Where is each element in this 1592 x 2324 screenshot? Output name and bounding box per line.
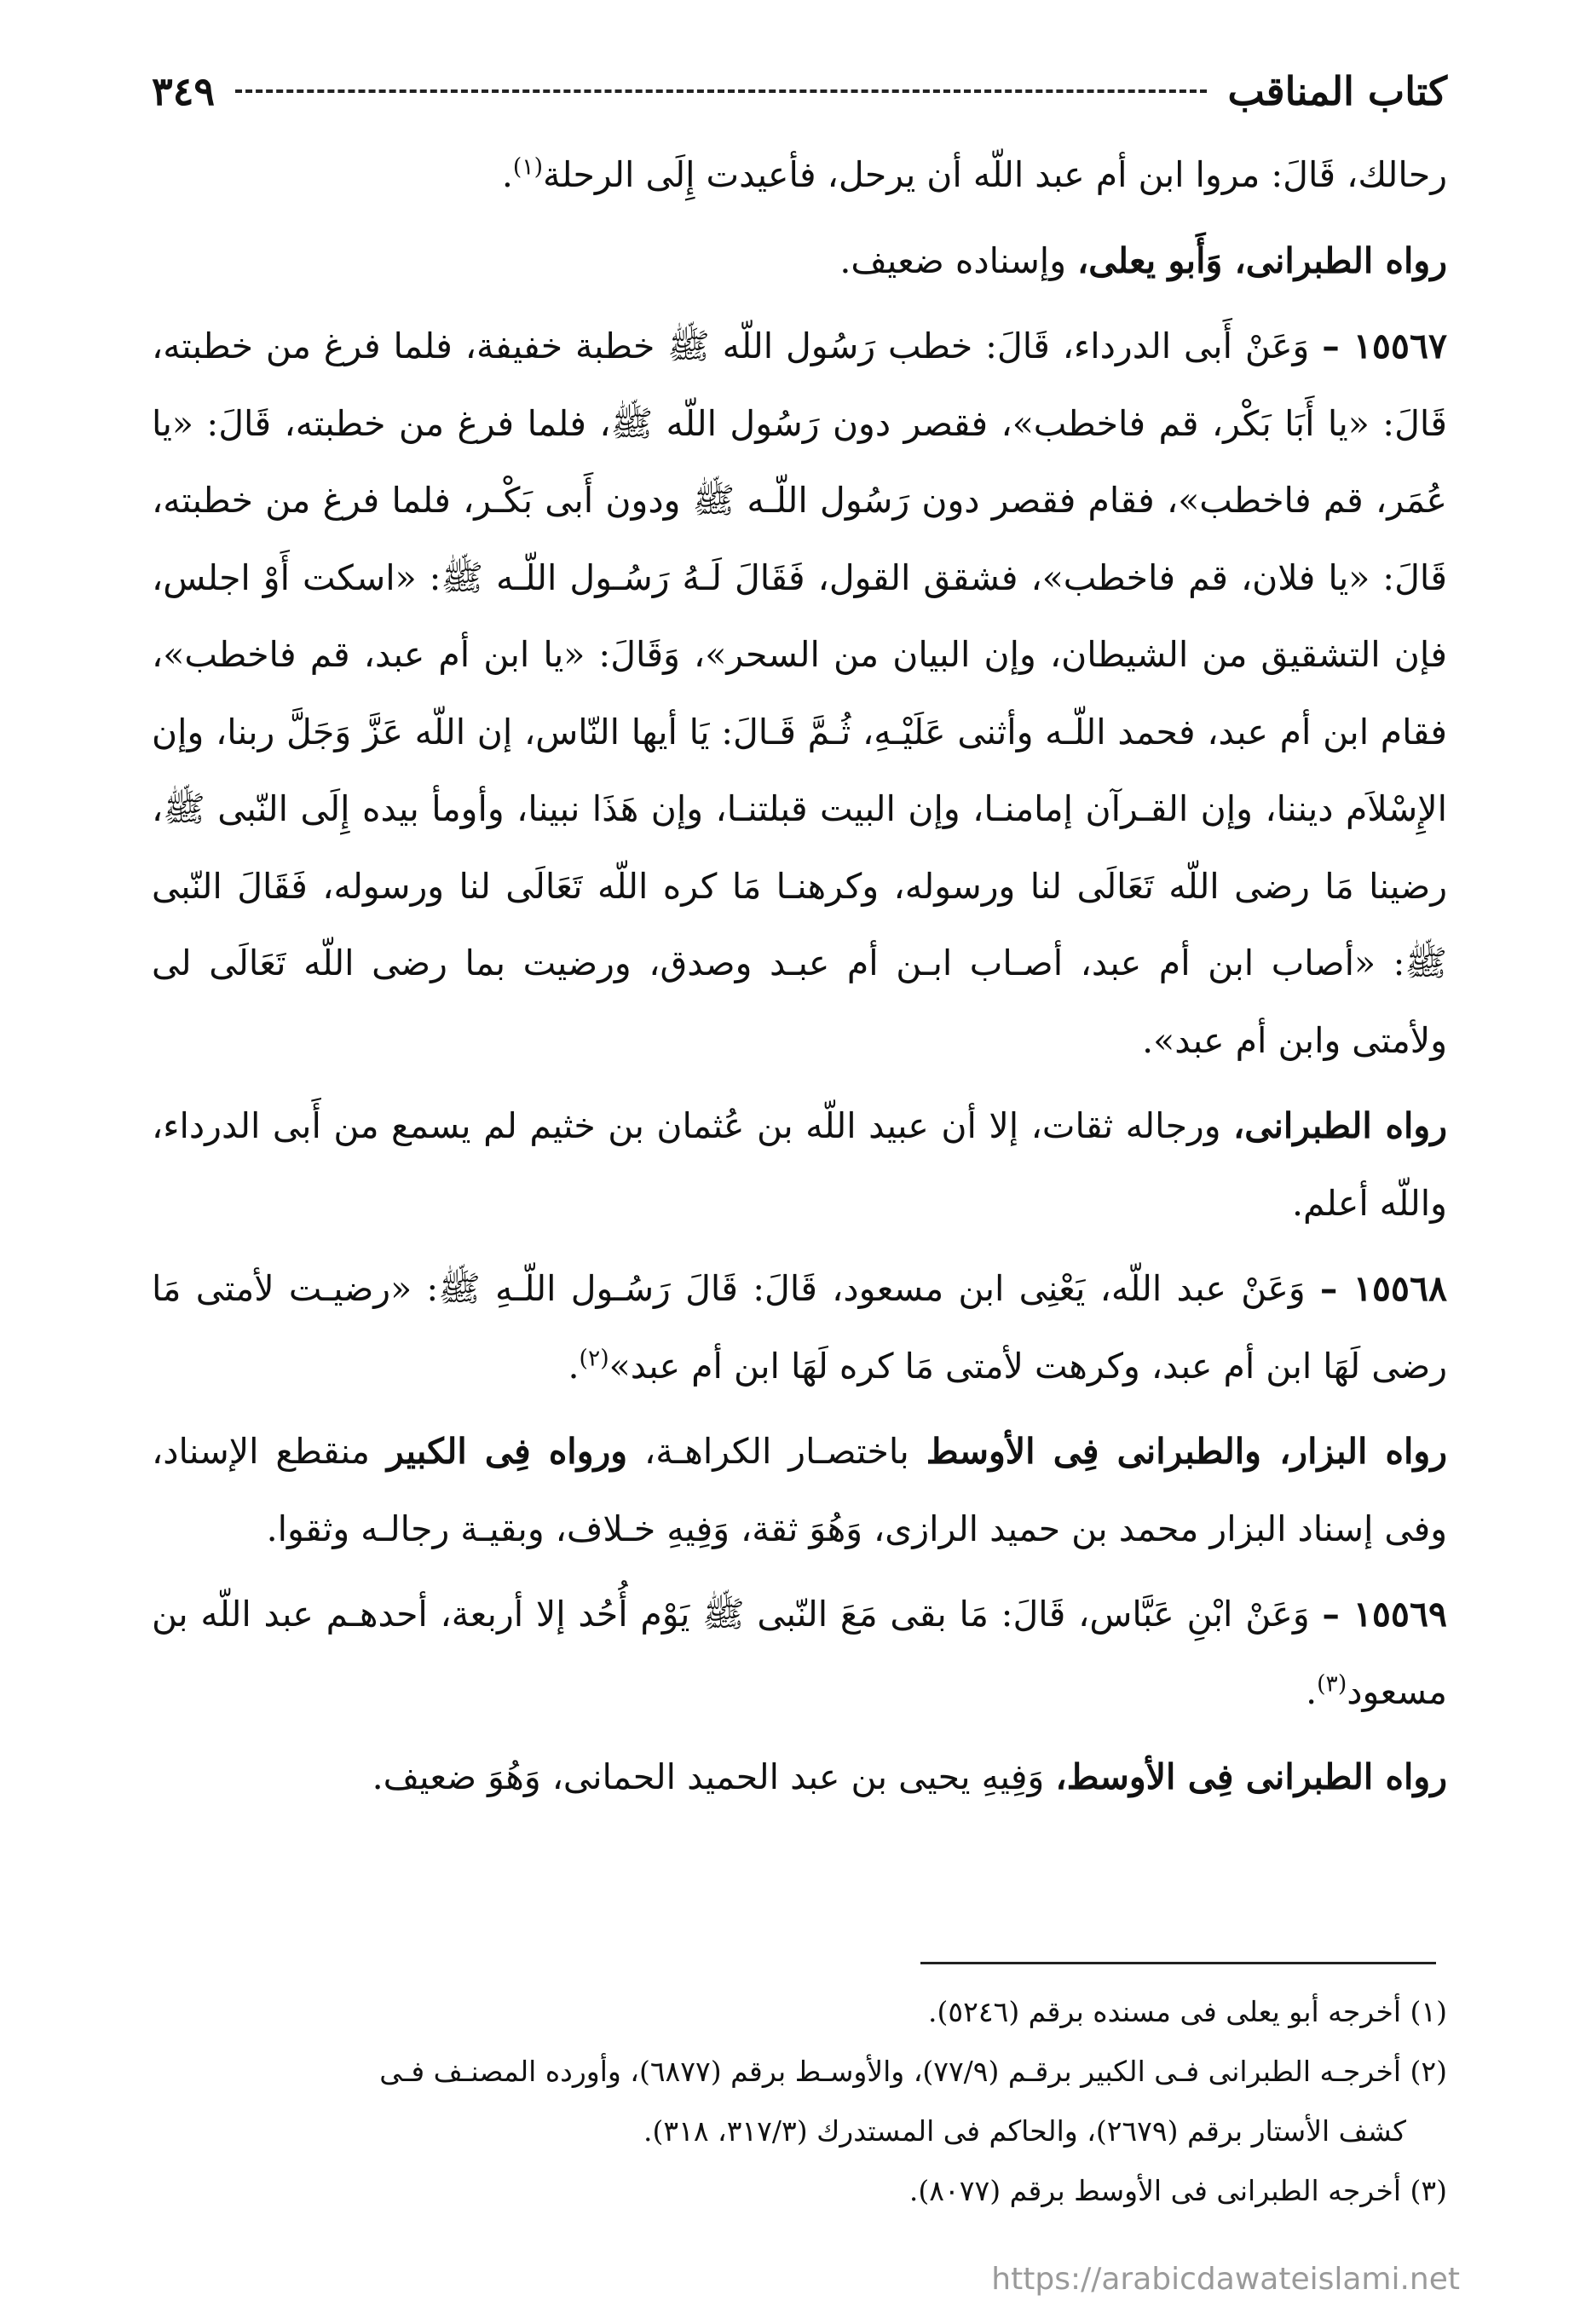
hadith-number: ١٥٥٦٧ – [1322, 326, 1447, 366]
header-dashed-rule [235, 89, 1207, 93]
paragraph-continuation: رحالك، قَالَ: مروا ابن أم عبد اللّه أن يرحل، فأعيدت إِلَى الرحلة$^{(١)}$. [501, 153, 1447, 195]
source-attribution: رواه البزار، والطبرانى فِى الأوسط [926, 1431, 1447, 1472]
footnote-ref[interactable]: (٢) [579, 1344, 609, 1371]
footnote-ref[interactable]: (١) [512, 153, 543, 181]
main-text [152, 136, 1447, 1816]
hadith-number: ١٥٥٦٨ – [1319, 1268, 1447, 1309]
footnotes [152, 1982, 1447, 2221]
page-header [152, 61, 1447, 121]
footnote-2-continuation: كشف الأستار برقم (٢٦٧٩)، والحاكم فى المستدرك (٣١٧/٣، ٣١٨). [643, 2114, 1406, 2148]
hadith-number: ١٥٥٦٩ – [1322, 1594, 1447, 1635]
page-number: ٣٤٩ [152, 68, 216, 114]
footnote-3: (٣) أخرجه الطبرانى فى الأوسط برقم (٨٠٧٧). [908, 2174, 1447, 2207]
source-attribution: رواه الطبرانى فِى الأوسط، [1055, 1756, 1447, 1797]
footnote-separator [920, 1962, 1436, 1964]
watermark-url: https://arabicdawateislami.net [991, 2262, 1460, 2297]
footnote-2: (٢) أخرجـه الطبرانى فـى الكبير برقـم (٧٧/٩)، والأوسـط برقم (٦٨٧٧)، وأورده المصنـف فـى [379, 2055, 1447, 2088]
takhrij-note: رواه الطبرانى، وَأَبو يعلى، وإسناده ضعيف. [839, 239, 1447, 281]
footnote-ref[interactable]: (٣) [1317, 1669, 1347, 1697]
hadith-15568: ١٥٥٦٨ – وَعَنْ عبد اللّه، يَعْنِى ابن مسعود، قَالَ: قَالَ رَسُـول اللّـهِ ﷺ: «رضيـت لأمتى مَا رضى لَهَا ابن أم عبد، وكرهت لأمتى مَا كره لَهَا ابن أم عبد»$^{(٢)}$. [152, 1268, 1447, 1387]
takhrij-note: رواه الطبرانى فِى الأوسط، وَفِيهِ يحيى بن عبد الحميد الحمانى، وَهُوَ ضعيف. [372, 1756, 1447, 1797]
footnote-marker: (٣) [1410, 2174, 1447, 2207]
source-attribution-2: ورواه فِى الكبير [386, 1431, 628, 1472]
chapter-title: كتاب المناقب [1227, 68, 1447, 114]
takhrij-note: رواه الطبرانى، ورجاله ثقات، إلا أن عبيد اللّه بن عُثمان بن خثيم لم يسمع من أَبى الدرداء، واللّه أعلم. [152, 1105, 1447, 1224]
source-attribution: رواه الطبرانى، وَأَبو يعلى، [1077, 239, 1447, 281]
takhrij-note: رواه البزار، والطبرانى فِى الأوسط باختصـار الكراهـة، ورواه فِى الكبير منقطع الإسناد، وفى إسناد البزار محمد بن حميد الرازى، وَهُوَ ثقة، وَفِيهِ خـلاف، وبقيـة رجالـه وثقوا. [152, 1431, 1447, 1549]
footnote-marker: (١) [1410, 1995, 1447, 2028]
hadith-15567: ١٥٥٦٧ – وَعَنْ أَبى الدرداء، قَالَ: خطب رَسُول اللّه ﷺ خطبة خفيفة، فلما فرغ من خطبته، قَالَ: «يا أَبَا بَكْر، قم فاخطب»، فقصر دون رَسُول اللّه ﷺ، فلما فرغ من خطبته، قَالَ: «يا عُمَر، قم فاخطب»، فقام فقصر دون رَسُول اللّـه ﷺ ودون أَبى بَكْـر، فلما فرغ من خطبته، قَالَ: «يا فلان، قم فاخطب»، فشقق القول، فَقَالَ لَـهُ رَسُـول اللّـه ﷺ: «اسكت أَوْ اجلس، فإن التشقيق من الشيطان، وإن البيان من السحر»، وَقَالَ: «يا ابن أم عبد، قم فاخطب»، فقام ابن أم عبد، فحمد اللّـه وأثنى عَلَيْـهِ، ثُـمَّ قَـالَ: يَا أيها النّاس، إن اللّه عَزَّ وَجَلَّ ربنا، وإن الإِسْلاَم ديننا، وإن القـرآن إمامنـا، وإن البيت قبلتنـا، وإن هَذَا نبينا، وأومأ بيده إِلَى النّبى ﷺ، رضينا مَا رضى اللّه تَعَالَى لنا ورسوله، وكرهنـا مَا كره اللّه تَعَالَى لنا ورسوله، فَقَالَ النّبى ﷺ: «أصاب ابن أم عبد، أصـاب ابـن أم عبـد وصدق، ورضيت بما رضى اللّه تَعَالَى لى ولأمتى وابن أم عبد». [152, 326, 1447, 1061]
footnote-marker: (٢) [1410, 2055, 1447, 2088]
source-attribution: رواه الطبرانى، [1233, 1105, 1447, 1146]
hadith-15569: ١٥٥٦٩ – وَعَنْ ابْنِ عَبَّاس، قَالَ: مَا بقى مَعَ النّبى ﷺ يَوْم أُحُد إلا أربعة، أحدهـم عبد اللّه بن مسعود$^{(٣)}$. [152, 1594, 1447, 1712]
footnote-1: (١) أخرجه أبو يعلى فى مسنده برقم (٥٢٤٦). [928, 1995, 1447, 2028]
